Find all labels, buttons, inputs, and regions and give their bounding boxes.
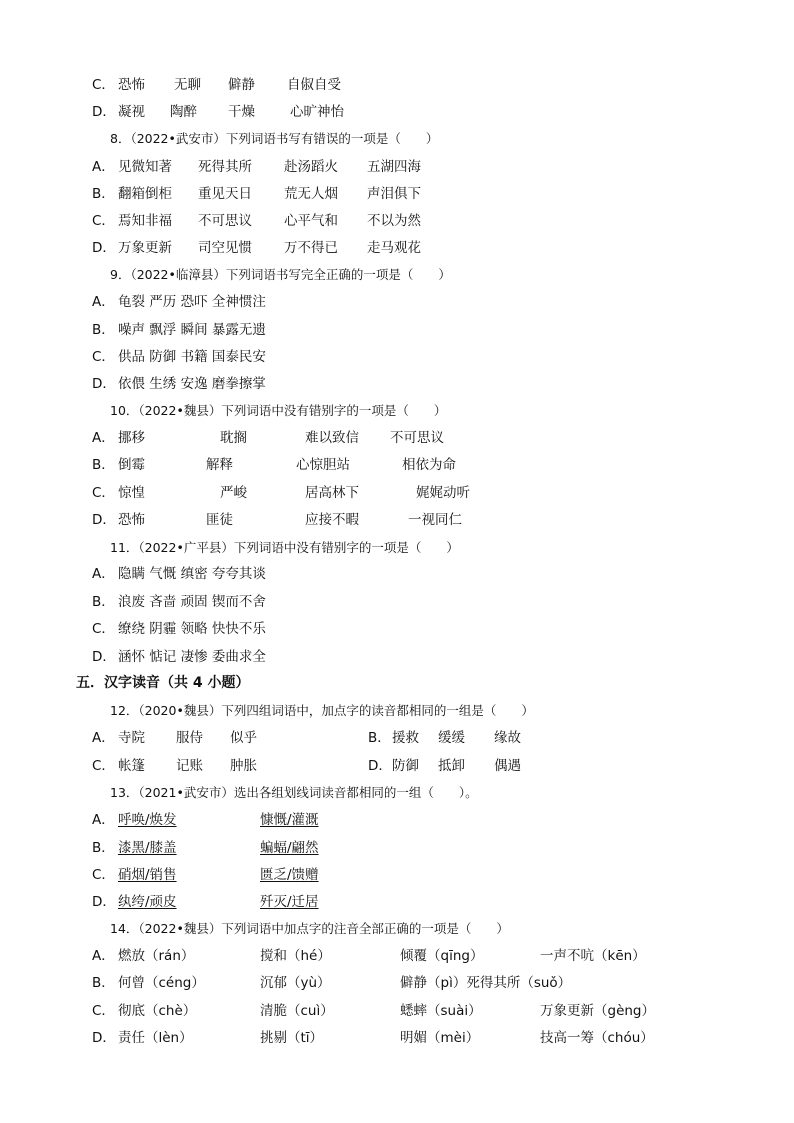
document-line xyxy=(0,318,794,342)
option-term: 何曾（céng） xyxy=(118,975,205,991)
option-letter: A． xyxy=(92,812,115,828)
option-term: 干燥 xyxy=(228,104,255,120)
option-term: 责任（lèn） xyxy=(118,1030,193,1046)
option-term: 蟋蟀（suài） xyxy=(400,1003,482,1019)
option-term: 应接不暇 xyxy=(305,512,359,528)
document-line xyxy=(0,536,794,560)
question-stem: 9．（2022•临漳县）下列词语书写完全正确的一项是（ ） xyxy=(110,267,451,282)
question-stem: 14．（2022•魏县）下列词语中加点字的注音全部正确的一项是（ ） xyxy=(110,921,509,936)
option-term: 严峻 xyxy=(220,485,247,501)
option-term: 援救 xyxy=(392,730,419,746)
document-line xyxy=(0,617,794,641)
option-term: 心平气和 xyxy=(284,213,338,229)
option-term: 隐瞒 气慨 缜密 夸夸其谈 xyxy=(118,566,266,582)
document-line xyxy=(0,808,794,832)
option-letter: C． xyxy=(92,621,115,637)
option-term: 沉郁（yù） xyxy=(260,975,331,991)
option-term: 陶醉 xyxy=(170,104,197,120)
option-term: 娓娓动听 xyxy=(416,485,470,501)
option-term: 恐怖 xyxy=(118,77,145,93)
option-term: 燃放（rán） xyxy=(118,948,195,964)
option-term: 居高林下 xyxy=(305,485,359,501)
document-line xyxy=(0,726,794,750)
option-term: 荒无人烟 xyxy=(284,186,338,202)
option-letter: D． xyxy=(92,376,116,392)
document-line xyxy=(0,426,794,450)
option-letter: D． xyxy=(92,894,116,910)
option-term: 心惊胆站 xyxy=(296,457,350,473)
option-term: 五湖四海 xyxy=(367,159,421,175)
option-term: 慷慨/灌溉 xyxy=(260,812,319,828)
option-term: 清脆（cuì） xyxy=(260,1003,334,1019)
document-line xyxy=(0,754,794,778)
option-term: 帐篷 xyxy=(118,758,145,774)
option-term: 倾覆（qīng） xyxy=(400,948,484,964)
option-term: 僻静（pì）死得其所（suǒ） xyxy=(400,975,572,991)
document-line xyxy=(0,917,794,941)
option-term: 万象更新（gèng） xyxy=(540,1003,656,1019)
option-term: 技高一筹（chóu） xyxy=(540,1030,654,1046)
option-term: 匪徒 xyxy=(206,512,233,528)
option-term: 防御 xyxy=(392,758,419,774)
document-line xyxy=(0,236,794,260)
option-term: 匮乏/馈赠 xyxy=(260,867,319,883)
document-line xyxy=(0,399,794,423)
document-line xyxy=(0,590,794,614)
option-letter: D． xyxy=(92,1030,116,1046)
option-term: 声泪俱下 xyxy=(367,186,421,202)
option-term: 一视同仁 xyxy=(408,512,462,528)
option-letter: D． xyxy=(92,240,116,256)
option-term: 呼唤/焕发 xyxy=(118,812,177,828)
option-letter: C． xyxy=(92,213,115,229)
document-line xyxy=(0,481,794,505)
option-letter: B． xyxy=(92,975,115,991)
option-letter: A． xyxy=(92,730,115,746)
document-line xyxy=(0,1026,794,1050)
option-term: 凝视 xyxy=(118,104,145,120)
document-line xyxy=(0,999,794,1023)
option-term: 硝烟/销售 xyxy=(118,867,177,883)
option-letter: D． xyxy=(92,512,116,528)
option-letter: B． xyxy=(92,186,115,202)
document-line xyxy=(0,263,794,287)
option-term: 寺院 xyxy=(118,730,145,746)
document-line xyxy=(0,890,794,914)
document-line xyxy=(0,345,794,369)
question-stem: 8．（2022•武安市）下列词语书写有错误的一项是（ ） xyxy=(110,131,439,146)
option-letter: C． xyxy=(92,867,115,883)
option-term: 司空见惯 xyxy=(198,240,252,256)
option-term: 僻静 xyxy=(228,77,255,93)
option-letter: A． xyxy=(92,948,115,964)
option-term: 不以为然 xyxy=(367,213,421,229)
option-letter: B． xyxy=(92,840,115,856)
option-term: 挪移 xyxy=(118,430,145,446)
option-term: 万不得已 xyxy=(284,240,338,256)
section-heading: 五．汉字读音（共 4 小题） xyxy=(76,675,250,691)
option-letter: D． xyxy=(92,649,116,665)
option-term: 似乎 xyxy=(230,730,257,746)
option-term: 心旷神怡 xyxy=(290,104,344,120)
option-letter: A． xyxy=(92,159,115,175)
option-term: 重见天日 xyxy=(198,186,252,202)
option-term: 挑剔（tī） xyxy=(260,1030,324,1046)
option-term: 恐怖 xyxy=(118,512,145,528)
option-term: 浪废 吝啬 顽固 锲而不舍 xyxy=(118,594,266,610)
option-letter: C． xyxy=(92,1003,115,1019)
document-line xyxy=(0,836,794,860)
option-letter: D． xyxy=(92,104,116,120)
option-letter: B． xyxy=(92,322,115,338)
option-letter: A． xyxy=(92,430,115,446)
document-line xyxy=(0,290,794,314)
option-letter: C． xyxy=(92,77,115,93)
option-letter: A． xyxy=(92,294,115,310)
option-term: 供品 防御 书籍 国泰民安 xyxy=(118,349,266,365)
option-letter: A． xyxy=(92,566,115,582)
document-line xyxy=(0,100,794,124)
option-term: 死得其所 xyxy=(198,159,252,175)
option-letter: B． xyxy=(368,730,391,746)
option-term: 涵怀 惦记 凄惨 委曲求全 xyxy=(118,649,266,665)
document-line xyxy=(0,863,794,887)
option-term: 惊惶 xyxy=(118,485,145,501)
question-stem: 13．（2021•武安市）选出各组划线词读音都相同的一组（ ）。 xyxy=(110,785,478,800)
option-term: 自俶自受 xyxy=(287,77,341,93)
option-term: 解释 xyxy=(206,457,233,473)
option-term: 难以致信 xyxy=(305,430,359,446)
option-term: 歼灭/迁居 xyxy=(260,894,319,910)
document-line xyxy=(0,453,794,477)
option-term: 翻箱倒柜 xyxy=(118,186,172,202)
option-term: 龟裂 严历 恐吓 全神惯注 xyxy=(118,294,266,310)
option-term: 抵卸 xyxy=(438,758,465,774)
document-line xyxy=(0,508,794,532)
option-term: 焉知非福 xyxy=(118,213,172,229)
document-line xyxy=(0,73,794,97)
option-term: 噪声 飘浮 瞬间 暴露无遗 xyxy=(118,322,266,338)
option-term: 缭绕 阴霾 领略 快快不乐 xyxy=(118,621,266,637)
document-line xyxy=(0,209,794,233)
option-term: 记账 xyxy=(176,758,203,774)
option-letter: C． xyxy=(92,349,115,365)
option-term: 万象更新 xyxy=(118,240,172,256)
document-line xyxy=(0,699,794,723)
option-term: 走马观花 xyxy=(367,240,421,256)
option-term: 耽搁 xyxy=(220,430,247,446)
option-term: 搅和（hé） xyxy=(260,948,331,964)
document-line xyxy=(0,155,794,179)
option-term: 纨绔/顽皮 xyxy=(118,894,177,910)
option-term: 倒霉 xyxy=(118,457,145,473)
document-line xyxy=(0,372,794,396)
option-term: 蝙蝠/翩然 xyxy=(260,840,319,856)
option-letter: D． xyxy=(368,758,392,774)
option-letter: B． xyxy=(92,457,115,473)
option-term: 肿胀 xyxy=(230,758,257,774)
question-stem: 10．（2022•魏县）下列词语中没有错别字的一项是（ ） xyxy=(110,403,447,418)
question-stem: 12．（2020•魏县）下列四组词语中，加点字的读音都相同的一组是（ ） xyxy=(110,703,534,718)
option-term: 见微知著 xyxy=(118,159,172,175)
option-term: 缘故 xyxy=(494,730,521,746)
document-line xyxy=(0,127,794,151)
option-term: 无聊 xyxy=(174,77,201,93)
option-term: 不可思议 xyxy=(198,213,252,229)
option-letter: C． xyxy=(92,758,115,774)
option-term: 缓缓 xyxy=(438,730,465,746)
document-line xyxy=(0,944,794,968)
option-term: 服侍 xyxy=(176,730,203,746)
document-line xyxy=(0,562,794,586)
option-term: 明媚（mèi） xyxy=(400,1030,480,1046)
option-letter: B． xyxy=(92,594,115,610)
option-term: 漆黑/膝盖 xyxy=(118,840,177,856)
document-line xyxy=(0,182,794,206)
option-term: 一声不吭（kēn） xyxy=(540,948,646,964)
option-term: 不可思议 xyxy=(390,430,444,446)
document-line xyxy=(0,971,794,995)
question-stem: 11．（2022•广平县）下列词语中没有错别字的一项是（ ） xyxy=(110,540,459,555)
document-line xyxy=(0,645,794,669)
option-term: 赴汤蹈火 xyxy=(284,159,338,175)
document-line xyxy=(0,671,794,695)
option-term: 依偎 生绣 安逸 磨拳擦掌 xyxy=(118,376,266,392)
option-term: 相依为命 xyxy=(402,457,456,473)
option-letter: C． xyxy=(92,485,115,501)
document-line xyxy=(0,781,794,805)
option-term: 偶遇 xyxy=(494,758,521,774)
option-term: 彻底（chè） xyxy=(118,1003,197,1019)
